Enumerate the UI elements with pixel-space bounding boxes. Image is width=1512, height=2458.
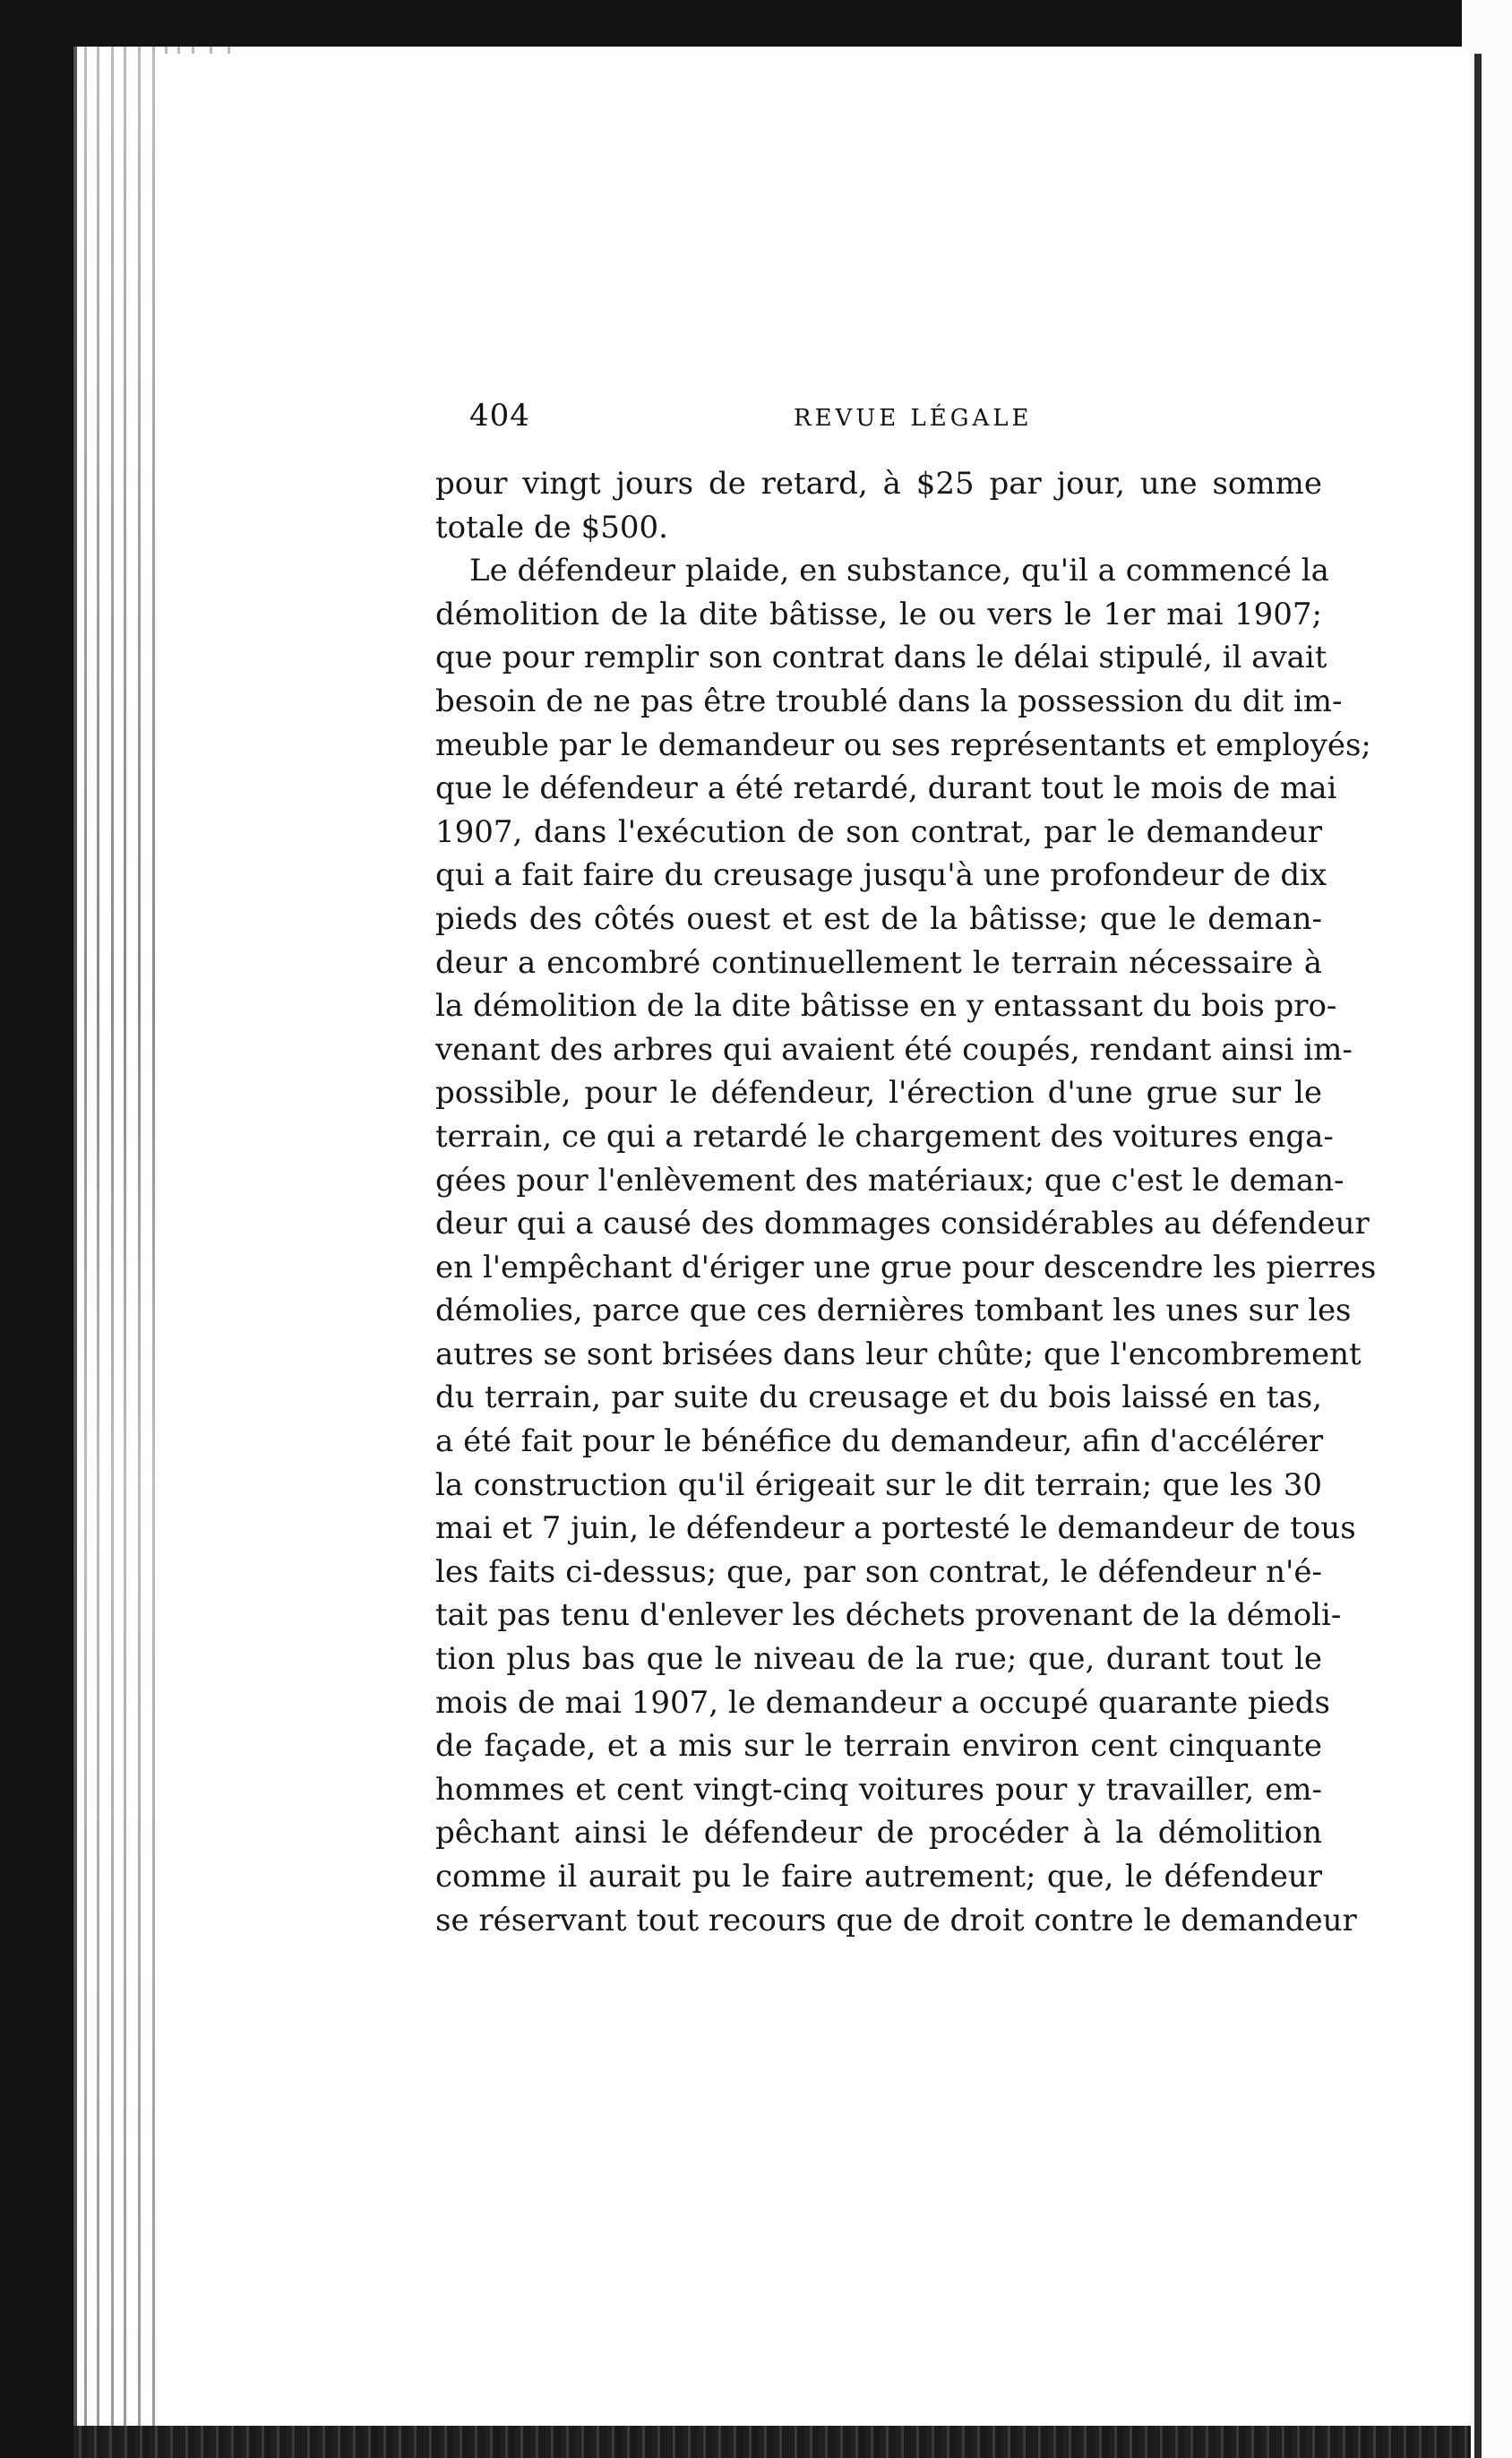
stack-edge-line bbox=[152, 47, 155, 2429]
text-line: que le défendeur a été retardé, durant tout le mois de mai bbox=[435, 770, 1337, 807]
page-number: 404 bbox=[469, 398, 530, 434]
text-line: a été fait pour le bénéfice du demandeur, afin d'accélérer bbox=[435, 1423, 1324, 1460]
body-text bbox=[435, 462, 1377, 1942]
text-line: démolies, parce que ces dernières tombant les unes sur les bbox=[435, 1293, 1352, 1329]
text-line: possible, pour le défendeur, l'érection d'une grue sur le bbox=[435, 1075, 1322, 1112]
text-line: mois de mai 1907, le demandeur a occupé quarante pieds bbox=[435, 1684, 1330, 1721]
text-line: gées pour l'enlèvement des matériaux; que c'est le deman- bbox=[435, 1162, 1344, 1199]
text-line: du terrain, par suite du creusage et du bois laissé en tas, bbox=[435, 1379, 1322, 1416]
stack-edge-line bbox=[124, 47, 126, 2429]
text-line: la construction qu'il érigeait sur le dit terrain; que les 30 bbox=[435, 1466, 1322, 1503]
text-line: pêchant ainsi le défendeur de procéder à la démolition bbox=[435, 1815, 1322, 1852]
text-line: autres se sont brisées dans leur chûte; que l'encombrement bbox=[435, 1336, 1362, 1372]
text-line: les faits ci-dessus; que, par son contrat, le défendeur n'é- bbox=[435, 1553, 1322, 1590]
text-line: mai et 7 juin, le défendeur a portesté le demandeur de tous bbox=[435, 1510, 1356, 1547]
stack-edge-line bbox=[138, 47, 141, 2429]
text-line: qui a fait faire du creusage jusqu'à une profondeur de dix bbox=[435, 857, 1327, 894]
running-head: REVUE LÉGALE bbox=[794, 405, 1033, 432]
text-line: comme il aurait pu le faire autrement; que, le défendeur bbox=[435, 1859, 1322, 1895]
scan-right-shadow bbox=[1474, 54, 1482, 2458]
text-line: besoin de ne pas être troublé dans la possession du dit im- bbox=[435, 683, 1343, 719]
text-line: la démolition de la dite bâtisse en y entassant du bois pro- bbox=[435, 988, 1337, 1025]
stack-edge-line bbox=[97, 47, 99, 2429]
text-line: tait pas tenu d'enlever les déchets provenant de la démoli- bbox=[435, 1597, 1342, 1634]
text-line: totale de $500. bbox=[435, 509, 668, 546]
text-line: se réservant tout recours que de droit contre le demandeur bbox=[435, 1902, 1357, 1938]
text-line: démolition de la dite bâtisse, le ou vers le 1er mai 1907; bbox=[435, 596, 1322, 632]
scan-right-margin bbox=[1462, 0, 1512, 2458]
text-line: en l'empêchant d'ériger une grue pour descendre les pierres bbox=[435, 1249, 1377, 1285]
paragraph bbox=[435, 549, 1377, 1942]
page-header bbox=[469, 398, 1365, 443]
text-line: terrain, ce qui a retardé le chargement des voitures enga- bbox=[435, 1118, 1334, 1155]
text-line: deur qui a causé des dommages considérables au défendeur bbox=[435, 1206, 1370, 1242]
text-line: de façade, et a mis sur le terrain environ cent cinquante bbox=[435, 1728, 1322, 1765]
text-line: Le défendeur plaide, en substance, qu'il a commencé la bbox=[469, 553, 1329, 589]
text-line: que pour remplir son contrat dans le délai stipulé, il avait bbox=[435, 640, 1327, 676]
text-line: venant des arbres qui avaient été coupés, rendant ainsi im- bbox=[435, 1031, 1353, 1068]
text-line: pieds des côtés ouest et est de la bâtisse; que le deman- bbox=[435, 900, 1322, 937]
text-line: tion plus bas que le niveau de la rue; que, durant tout le bbox=[435, 1641, 1322, 1678]
text-line: hommes et cent vingt-cinq voitures pour y travailler, em- bbox=[435, 1771, 1322, 1808]
text-line: 1907, dans l'exécution de son contrat, par le demandeur bbox=[435, 813, 1322, 850]
paragraph bbox=[435, 462, 1322, 549]
text-line: deur a encombré continuellement le terrain nécessaire à bbox=[435, 944, 1322, 981]
text-line: pour vingt jours de retard, à $25 par jour, une somme bbox=[435, 466, 1322, 502]
stack-edge-line bbox=[84, 47, 87, 2429]
stack-edge-line bbox=[111, 47, 114, 2429]
scan-bottom-edge bbox=[73, 2426, 1471, 2458]
text-line: meuble par le demandeur ou ses représentants et employés; bbox=[435, 726, 1371, 763]
